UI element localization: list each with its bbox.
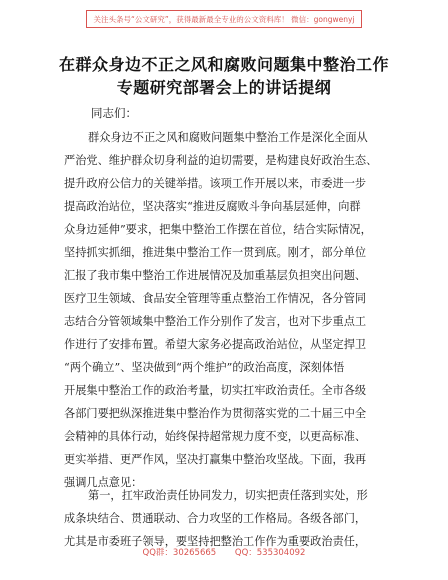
paragraph-line: 提高政治站位，坚决落实“推进反腐败斗争向基层延伸，向群 <box>64 200 361 213</box>
paragraph-line: 众身边延伸”要求，把集中整治工作摆在首位，结合实际情况， <box>64 223 372 236</box>
paragraph-line: 坚持抓实抓细，推进集中整治工作一贯到底。刚才，部分单位 <box>64 246 367 259</box>
footer-qq: QQ：535304092 <box>234 548 306 558</box>
paragraph-line: 会精神的具体行动，始终保持超常规力度不变，以更高标准、 <box>64 430 367 443</box>
paragraph-line: 作进行了安排布置。希望大家务必提高政治站位，从坚定捍卫 <box>64 338 367 351</box>
page-title-line-1: 在群众身边不正之风和腐败问题集中整治工作 <box>58 55 389 74</box>
paragraph-line: 各部门要把纵深推进集中整治作为贯彻落实党的二十届三中全 <box>64 407 367 420</box>
paragraph-line: 强调几点意见： <box>64 476 143 489</box>
paragraph-line: 开展集中整治工作的政治考量，切实扛牢政治责任。全市各级 <box>64 384 367 397</box>
footer-contact <box>0 546 448 558</box>
paragraph-2 <box>64 484 390 553</box>
paragraph-line: 志结合分管领域集中整治工作分别作了发言，也对下步重点工 <box>64 315 367 328</box>
paragraph-line: 群众身边不正之风和腐败问题集中整治工作是深化全面从 <box>88 131 368 144</box>
paragraph-line: 医疗卫生领域、食品安全管理等重点整治工作情况，各分管同 <box>64 292 367 305</box>
footer-qq-group: QQ群：30265665 <box>142 548 217 558</box>
paragraph-line: 提升政府公信力的关键举措。该项工作开展以来，市委进一步 <box>64 177 367 190</box>
header-banner: 关注头条号“公文研究”，获得最新最全专业的公文资料库！ 微信：gongwenyj <box>86 10 362 28</box>
paragraph-line: 更实举措、更严作风，坚决打赢集中整治攻坚战。下面，我再 <box>64 453 367 466</box>
paragraph-line: “两个确立”、坚决做到“两个维护”的政治高度，深刻体悟 <box>64 361 345 374</box>
paragraph-line: 第一，扛牢政治责任协同发力，切实把责任落到实处，形 <box>88 489 368 502</box>
paragraph-line: 严治党、维护群众切身利益的迫切需要，是构建良好政治生态、 <box>64 154 378 167</box>
paragraph-line: 汇报了我市集中整治工作进展情况及加重基层负担突出问题、 <box>64 269 367 282</box>
paragraph-line: 成条块结合、贯通联动、合力攻坚的工作格局。各级各部门， <box>64 512 367 525</box>
paragraph-line: 尤其是市委班子领导，要坚持把整治工作作为重要政治责任， <box>64 535 367 548</box>
greeting: 同志们： <box>91 106 137 120</box>
page-title-line-2: 专题研究部署会上的讲话提纲 <box>116 78 332 97</box>
paragraph-1 <box>64 126 390 494</box>
